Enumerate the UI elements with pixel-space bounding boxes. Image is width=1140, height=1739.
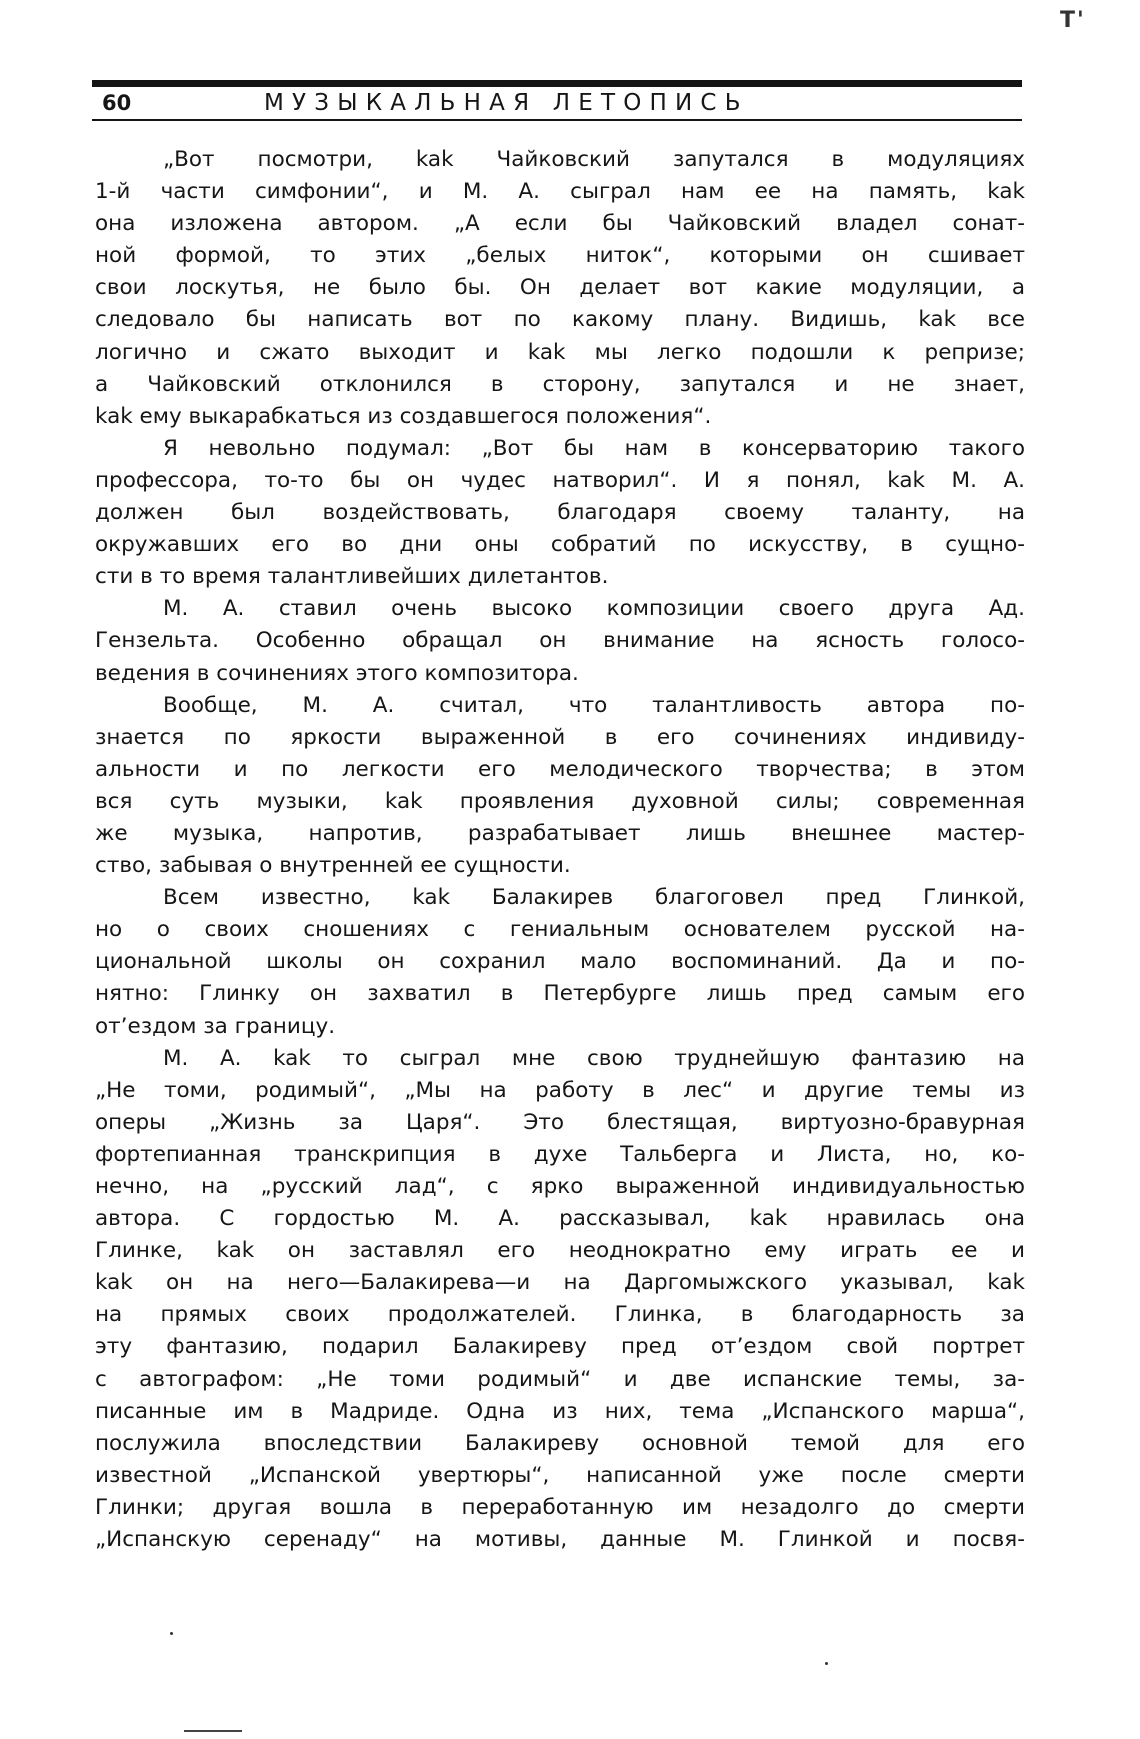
text-line: на прямых своих продолжателей. Глинка, в благодарность за [95,1302,1025,1328]
text-line: Вообще, М. А. считал, что талантливость автора по- [163,692,1025,718]
text-line: она изложена автором. „А если бы Чайковский владел сонат- [95,211,1025,237]
footer-rule [184,1730,242,1732]
text-line: следовало бы написать вот по какому плану. Видишь, kak все [95,307,1025,333]
text-line: „Испанскую серенаду“ на мотивы, данные М. Глинкой и посвя- [95,1527,1025,1553]
text-line: Глинки; другая вошла в переработанную им незадолго до смерти [95,1494,1025,1520]
text-line: kak он на него—Балакирева—и на Даргомыжского указывал, kak [95,1270,1025,1296]
text-line: вся суть музыки, kak проявления духовной силы; современная [95,788,1025,814]
text-line: оперы „Жизнь за Царя“. Это блестящая, виртуозно-бравурная [95,1109,1025,1135]
text-line: писанные им в Мадриде. Одна из них, тема „Испанского марша“, [95,1398,1025,1424]
text-line: ство, забывая о внутренней ее сущности. [95,853,571,879]
text-line: М. А. kak то сыграл мне свою труднейшую фантазию на [163,1045,1025,1071]
scan-speck [825,1662,828,1665]
text-line: эту фантазию, подарил Балакиреву пред от’ездом свой портрет [95,1334,1025,1360]
text-line: „Не томи, родимый“, „Мы на работу в лес“ и другие темы из [95,1077,1025,1103]
text-line: сти в то время талантливейших дилетантов. [95,564,609,590]
text-line: ведения в сочинениях этого композитора. [95,660,579,686]
text-line: профессора, то-то бы он чудес натворил“. И я понял, kak М. А. [95,467,1025,493]
text-line: Глинке, kak он заставлял его неоднократно ему играть ее и [95,1238,1025,1264]
text-line: но о своих сношениях с гениальным основателем русской на- [95,917,1025,943]
text-line: от’ездом за границу. [95,1013,336,1039]
scan-speck [170,1632,173,1635]
text-line: 1-й части симфонии“, и М. А. сыграл нам ее на память, kak [95,179,1025,205]
text-line: циональной школы он сохранил мало воспоминаний. Да и по- [95,949,1025,975]
text-line: Всем известно, kak Балакирев благоговел пред Глинкой, [163,885,1025,911]
text-line: альности и по легкости его мелодического творчества; в этом [95,756,1025,782]
text-line: Гензельта. Особенно обращал он внимание на ясность голосо- [95,628,1025,654]
text-line: а Чайковский отклонился в сторону, запутался и не знает, [95,371,1025,397]
corner-mark: T' [1060,8,1086,33]
text-line: kak ему выкарабкаться из создавшегося положения“. [95,403,712,429]
text-line: М. А. ставил очень высоко композиции своего друга Ад. [163,596,1025,622]
text-line: с автографом: „Не томи родимый“ и две испанские темы, за- [95,1366,1025,1392]
text-line: фортепианная транскрипция в духе Тальберга и Листа, но, ко- [95,1141,1025,1167]
text-line: ной формой, то этих „белых ниток“, которыми он сшивает [95,243,1025,269]
text-line: автора. С гордостью М. А. рассказывал, kak нравилась она [95,1206,1025,1232]
page-header [92,89,1022,117]
text-line: Я невольно подумал: „Вот бы нам в консерваторию такого [163,435,1025,461]
body-text [95,144,1025,1556]
text-line: „Вот посмотри, kak Чайковский запутался в модуляциях [163,147,1025,172]
page-number: 60 [102,91,132,115]
text-line: послужила впоследствии Балакиреву основной темой для его [95,1430,1025,1456]
text-line: знается по яркости выраженной в его сочинениях индивиду- [95,724,1025,750]
text-line: логично и сжато выходит и kak мы легко подошли к репризе; [95,339,1025,365]
header-rule-bottom [92,119,1022,121]
text-line: известной „Испанской увертюры“, написанной уже после смерти [95,1462,1025,1488]
text-line: нечно, на „русский лад“, с ярко выраженной индивидуальностью [95,1174,1025,1199]
text-line: нятно: Глинку он захватил в Петербурге лишь пред самым его [95,981,1025,1007]
text-line: окружавших его во дни оны собратий по искусству, в сущно- [95,532,1025,558]
text-line: свои лоскутья, не было бы. Он делает вот какие модуляции, а [95,275,1025,301]
header-rule-top [92,80,1022,87]
text-line: должен был воздействовать, благодаря своему таланту, на [95,500,1025,526]
running-title: МУЗЫКАЛЬНАЯ ЛЕТОПИСЬ [264,90,749,116]
text-line: же музыка, напротив, разрабатывает лишь внешнее мастер- [95,820,1025,846]
